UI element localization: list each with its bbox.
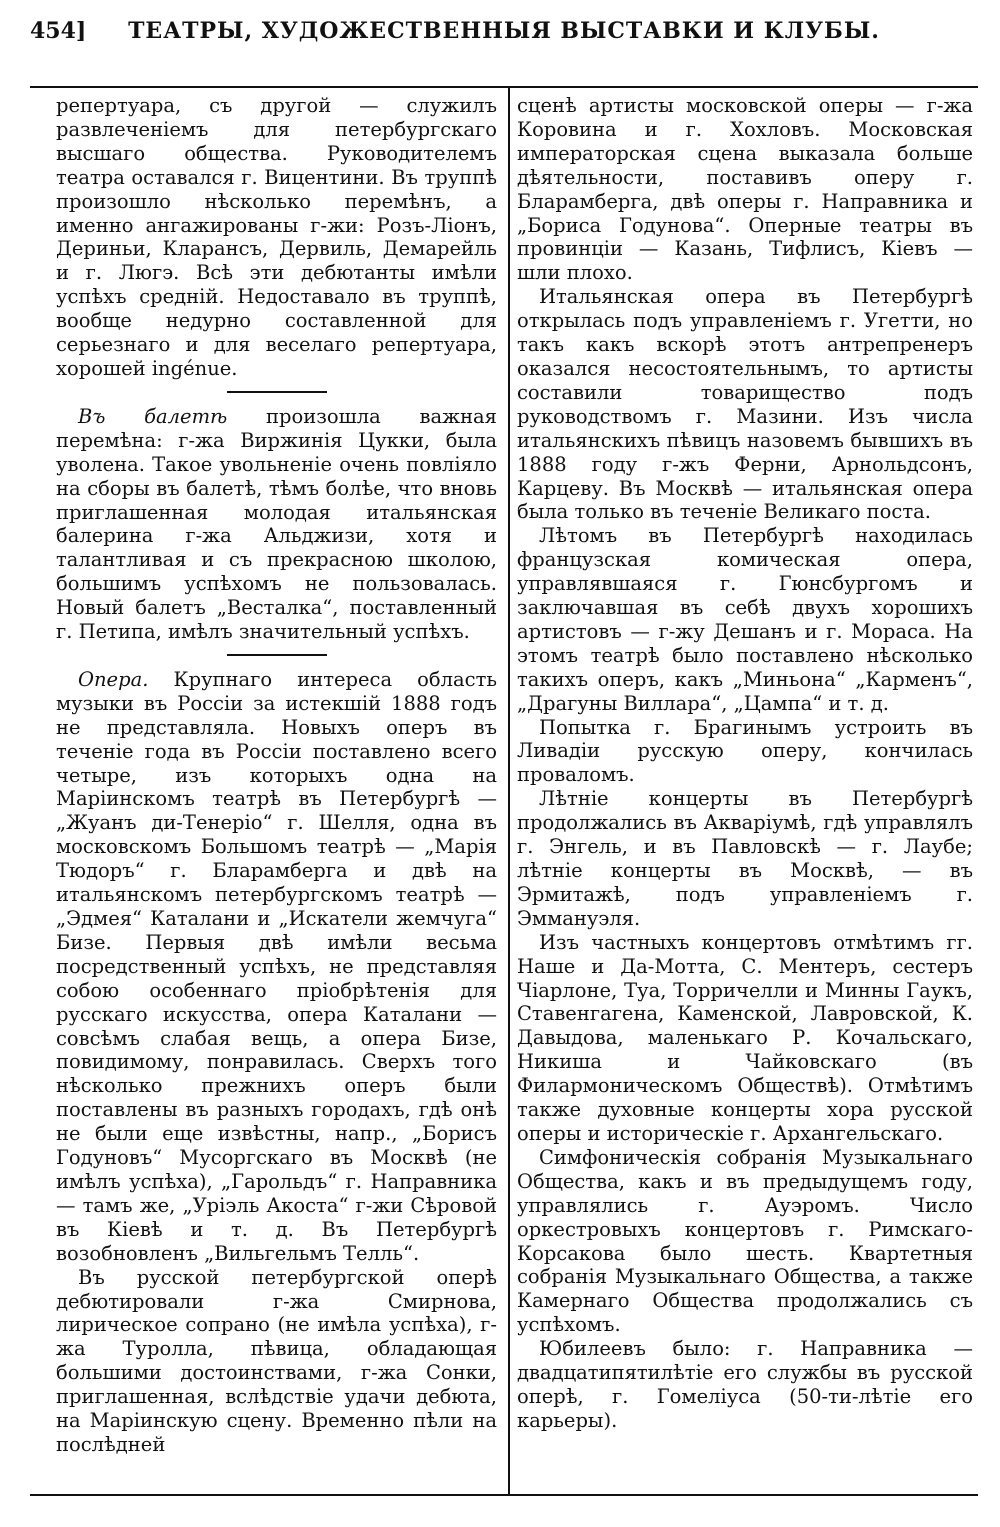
paragraph: Итальянская опера въ Петербургѣ открылась подъ управленіемъ г. Угетти, но такъ какъ вскорѣ этотъ антрепренеръ оказался несостоятельнымъ, то артисты составили товарищество подъ руководствомъ г. Мазини. Изъ числа итальянскихъ пѣвицъ назовемъ бывшихъ въ 1888 году г-жъ Ферни, Арнольдсонъ, Карцеву. Въ Москвѣ — итальянская опера была только въ теченіе Великаго поста. [517, 285, 973, 524]
page-header [30, 18, 978, 54]
paragraph: Лѣтніе концерты въ Петербургѣ продолжались въ Акваріумѣ, гдѣ управлялъ г. Энгель, и въ Павловскѣ — г. Лаубе; лѣтніе концерты въ Москвѣ, — въ Эрмитажѣ, подъ управленіемъ г. Эммануэля. [517, 787, 973, 930]
paragraph: Изъ частныхъ концертовъ отмѣтимъ гг. Наше и Да-Мотта, С. Ментеръ, сестеръ Чіарлоне, Туа, Торричелли и Минны Гаукъ, Ставенгагена, Каменской, Лавровской, К. Давыдова, маленькаго Р. Кочальскаго, Никиша и Чайковскаго (въ Филармоническомъ Обществѣ). Отмѣтимъ также духовные концерты хора русской оперы и историческіе г. Архангельскаго. [517, 930, 973, 1145]
paragraph [56, 405, 497, 644]
paragraph-text: Крупнаго интереса область музыки въ Россіи за истекшій 1888 годъ не представляла. Новыхъ оперъ въ теченіе года въ Россіи поставлено всего четыре, изъ которыхъ одна на Маріинскомъ театрѣ въ Петербургѣ — „Жуанъ ди-Тенеріо“ г. Шелля, одна въ московскомъ Большомъ театрѣ — „Марія Тюдоръ“ г. Бларамберга и двѣ на итальянскомъ петербургскомъ театрѣ — „Эдмея“ Каталани и „Искатели жемчуга“ Бизе. Первыя двѣ имѣли весьма посредственный успѣхъ, не представляя собою особеннаго пріобрѣтенія для русскаго искусства, опера Каталани — совсѣмъ слабая вещь, а опера Бизе, повидимому, понравилась. Сверхъ того нѣсколько прежнихъ оперъ были поставлены въ разныхъ городахъ, гдѣ онѣ не были еще извѣстны, напр., „Борисъ Годуновъ“ Мусоргскаго въ Москвѣ (не имѣлъ успѣха), „Гарольдъ“ г. Направника — тамъ же, „Уріэль Акоста“ г-жи Сѣровой въ Кіевѣ и т. д. Въ Петербургѣ возобновленъ „Вильгельмъ Телль“. [56, 667, 498, 1265]
left-column [56, 94, 497, 1457]
paragraph: Попытка г. Брагинымъ устроить въ Ливадіи русскую оперу, кончилась проваломъ. [517, 715, 973, 787]
section-divider [227, 654, 327, 656]
paragraph: репертуара, съ другой — служилъ развлеченіемъ для петербургскаго высшаго общества. Руководителемъ театра оставался г. Вицентини. Въ труппѣ произошло нѣсколько перемѣнъ, а именно ангажированы г-жи: Розъ-Ліонъ, Дериньи, Кларансъ, Дервиль, Демарейль и г. Люгэ. Всѣ эти дебютанты имѣли успѣхъ средній. Недоставало въ труппѣ, вообще недурно составленной для серьезнаго и для веселаго репертуара, хорошей ingénue. [56, 94, 497, 380]
paragraph: Лѣтомъ въ Петербургѣ находилась французская комическая опера, управлявшаяся г. Гюнсбургомъ и заключавшая въ себѣ двухъ хорошихъ артистовъ — г-жу Дешанъ и г. Мораса. На этомъ театрѣ было поставлено нѣсколько такихъ оперъ, какъ „Миньона“ „Карменъ“, „Драгуны Виллара“, „Цампа“ и т. д. [517, 524, 973, 715]
running-title: ТЕАТРЫ, ХУДОЖЕСТВЕННЫЯ ВЫСТАВКИ И КЛУБЫ. [128, 18, 880, 44]
section-lead: Опера. [78, 667, 149, 691]
footer-rule [30, 1494, 978, 1496]
page-number: 454] [30, 18, 87, 44]
section-lead: Въ балетѣ [78, 404, 228, 428]
paragraph [56, 668, 497, 1266]
header-rule [30, 86, 978, 88]
right-column [517, 94, 973, 1433]
paragraph: сценѣ артисты московской оперы — г-жа Коровина и г. Хохловъ. Московская императорская сцена выказала больше дѣятельности, поставивъ оперу г. Бларамберга, двѣ оперы г. Направника и „Бориса Годунова“. Оперные театры въ провинціи — Казань, Тифлисъ, Кіевъ — шли плохо. [517, 94, 973, 285]
section-divider [227, 391, 327, 393]
paragraph-text: произошла важная перемѣна: г-жа Виржинія Цукки, была уволена. Такое увольненіе очень повліяло на сборы въ балетѣ, тѣмъ болѣе, что вновь приглашенная молодая итальянская балерина г-жа Альджизи, хотя и талантливая и съ прекрасною школою, большимъ успѣхомъ не пользовалась. Новый балетъ „Весталка“, поставленный г. Петипа, имѣлъ значительный успѣхъ. [56, 404, 497, 644]
paragraph: Въ русской петербургской оперѣ дебютировали г-жа Смирнова, лирическое сопрано (не имѣла успѣха), г-жа Туролла, пѣвица, обладающая большими достоинствами, г-жа Сонки, приглашенная, вслѣдствіе удачи дебюта, на Маріинскую сцену. Временно пѣли на послѣдней [56, 1265, 497, 1456]
column-divider [508, 87, 510, 1494]
paragraph: Симфоническія собранія Музыкальнаго Общества, какъ и въ предыдущемъ году, управлялись г. Ауэромъ. Число оркестровыхъ концертовъ г. Римскаго-Корсакова было шесть. Квартетныя собранія Музыкальнаго Общества, а также Камернаго Общества продолжались съ успѣхомъ. [517, 1145, 973, 1337]
paragraph: Юбилеевъ было: г. Направника — двадцатипятилѣтіе его службы въ русской оперѣ, г. Гомеліуса (50-ти-лѣтіе его карьеры). [517, 1337, 973, 1432]
